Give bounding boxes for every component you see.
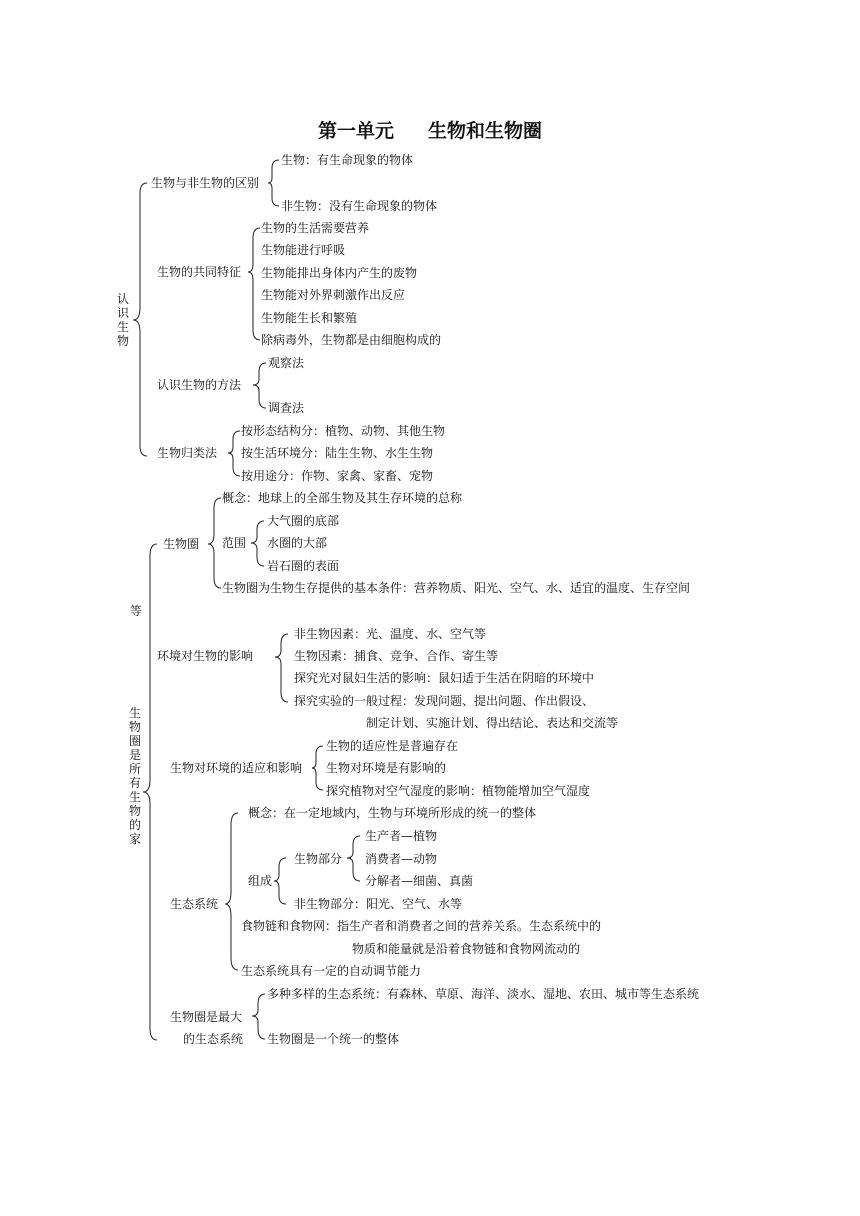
brace-biosphere xyxy=(208,498,221,588)
brace-living xyxy=(268,160,279,206)
largest-item: 生物圈是一个统一的整体 xyxy=(267,1032,400,1046)
method-item: 观察法 xyxy=(268,356,305,370)
root-label-know-organisms: 认识生物 xyxy=(116,292,129,348)
item-nonliving: 非生物：没有生命现象的物体 xyxy=(281,199,438,213)
food-chain-line1: 食物链和食物网：指生产者和消费者之间的营养关系。生态系统中的 xyxy=(241,919,602,933)
feature-item: 生物的生活需要营养 xyxy=(261,221,370,235)
feature-item: 生物能进行呼吸 xyxy=(261,243,346,257)
label-ecosystem: 生态系统 xyxy=(170,897,219,911)
biosphere-conditions: 生物圈为生物生存提供的基本条件：营养物质、阳光、空气、水、适宜的温度、生存空间 xyxy=(222,581,691,595)
biotic-item: 消费者—动物 xyxy=(365,852,438,866)
ecosystem-concept: 概念：在一定地域内，生物与环境所形成的统一的整体 xyxy=(248,806,537,820)
env-item: 探究光对鼠妇生活的影响：鼠妇适于生活在阴暗的环境中 xyxy=(294,671,595,685)
classification-item: 按生活环境分：陆生生物、水生生物 xyxy=(241,446,434,460)
biosphere-concept: 概念：地球上的全部生物及其生存环境的总称 xyxy=(222,491,463,505)
brace-ecosystem xyxy=(225,813,238,970)
label-adaptation: 生物对环境的适应和影响 xyxy=(170,761,303,775)
range-item: 大气圈的底部 xyxy=(267,514,340,528)
label-common-features: 生物的共同特征 xyxy=(157,265,242,279)
brace-root-1 xyxy=(133,183,147,456)
adaptation-item: 探究植物对空气湿度的影响：植物能增加空气湿度 xyxy=(326,784,591,798)
brace-composition xyxy=(274,858,286,904)
label-biosphere: 生物圈 xyxy=(163,537,200,551)
feature-item: 生物能生长和繁殖 xyxy=(261,311,358,325)
label-classification: 生物归类法 xyxy=(157,446,218,460)
env-item: 探究实验的一般过程：发现问题、提出问题、作出假设、 xyxy=(294,694,595,708)
brace-env xyxy=(275,634,288,702)
label-living-vs-nonliving: 生物与非生物的区别 xyxy=(151,176,260,190)
largest-item: 多种多样的生态系统：有森林、草原、海洋、淡水、湿地、农田、城市等生态系统 xyxy=(267,987,700,1001)
root-label-biosphere-home: 生物圈是所有生物的家 xyxy=(128,706,141,846)
brace-range xyxy=(251,521,264,566)
food-chain-line2: 物质和能量就是沿着食物链和食物网流动的 xyxy=(352,942,581,956)
env-item: 生物因素：捕食、竞争、合作、寄生等 xyxy=(294,649,499,663)
brace-features xyxy=(248,228,260,340)
brace-largest xyxy=(252,994,265,1039)
feature-item: 生物能对外界刺激作出反应 xyxy=(261,288,406,302)
brace-adapt xyxy=(312,746,323,790)
label-largest-line2: 的生态系统 xyxy=(183,1032,244,1046)
label-largest-line1: 生物圈是最大 xyxy=(170,1010,243,1024)
label-methods: 认识生物的方法 xyxy=(157,378,242,392)
root-label-etc: 等 xyxy=(130,604,143,618)
adaptation-item: 生物对环境是有影响的 xyxy=(326,761,447,775)
classification-item: 按形态结构分：植物、动物、其他生物 xyxy=(241,424,446,438)
feature-item: 除病毒外，生物都是由细胞构成的 xyxy=(261,333,442,347)
env-item: 非生物因素：光、温度、水、空气等 xyxy=(294,627,487,641)
feature-item: 生物能排出身体内产生的废物 xyxy=(261,266,418,280)
abiotic-item: 非生物部分：阳光、空气、水等 xyxy=(294,897,463,911)
biotic-item: 分解者—细菌、真菌 xyxy=(365,874,474,888)
biotic-item: 生产者—植物 xyxy=(365,829,438,843)
env-item-continuation: 制定计划、实施计划、得出结论、表达和交流等 xyxy=(366,716,619,730)
range-item: 水圈的大部 xyxy=(267,536,328,550)
title-topic: 生物和生物圈 xyxy=(428,120,543,142)
brace-root-2 xyxy=(143,544,157,1040)
label-composition: 组成 xyxy=(248,874,273,888)
item-living: 生物：有生命现象的物体 xyxy=(281,153,414,167)
brace-biotic xyxy=(347,836,360,881)
label-range: 范围 xyxy=(222,536,247,550)
adaptation-item: 生物的适应性是普遍存在 xyxy=(326,739,459,753)
self-regulation: 生态系统具有一定的自动调节能力 xyxy=(241,964,422,978)
title-unit: 第一单元 xyxy=(317,120,394,142)
range-item: 岩石圈的表面 xyxy=(267,559,340,573)
classification-item: 按用途分：作物、家禽、家畜、宠物 xyxy=(241,469,434,483)
label-biotic: 生物部分 xyxy=(294,852,343,866)
method-item: 调查法 xyxy=(268,401,305,415)
label-env-effect: 环境对生物的影响 xyxy=(157,649,254,663)
brace-classify xyxy=(228,431,240,476)
brace-methods xyxy=(253,363,266,408)
